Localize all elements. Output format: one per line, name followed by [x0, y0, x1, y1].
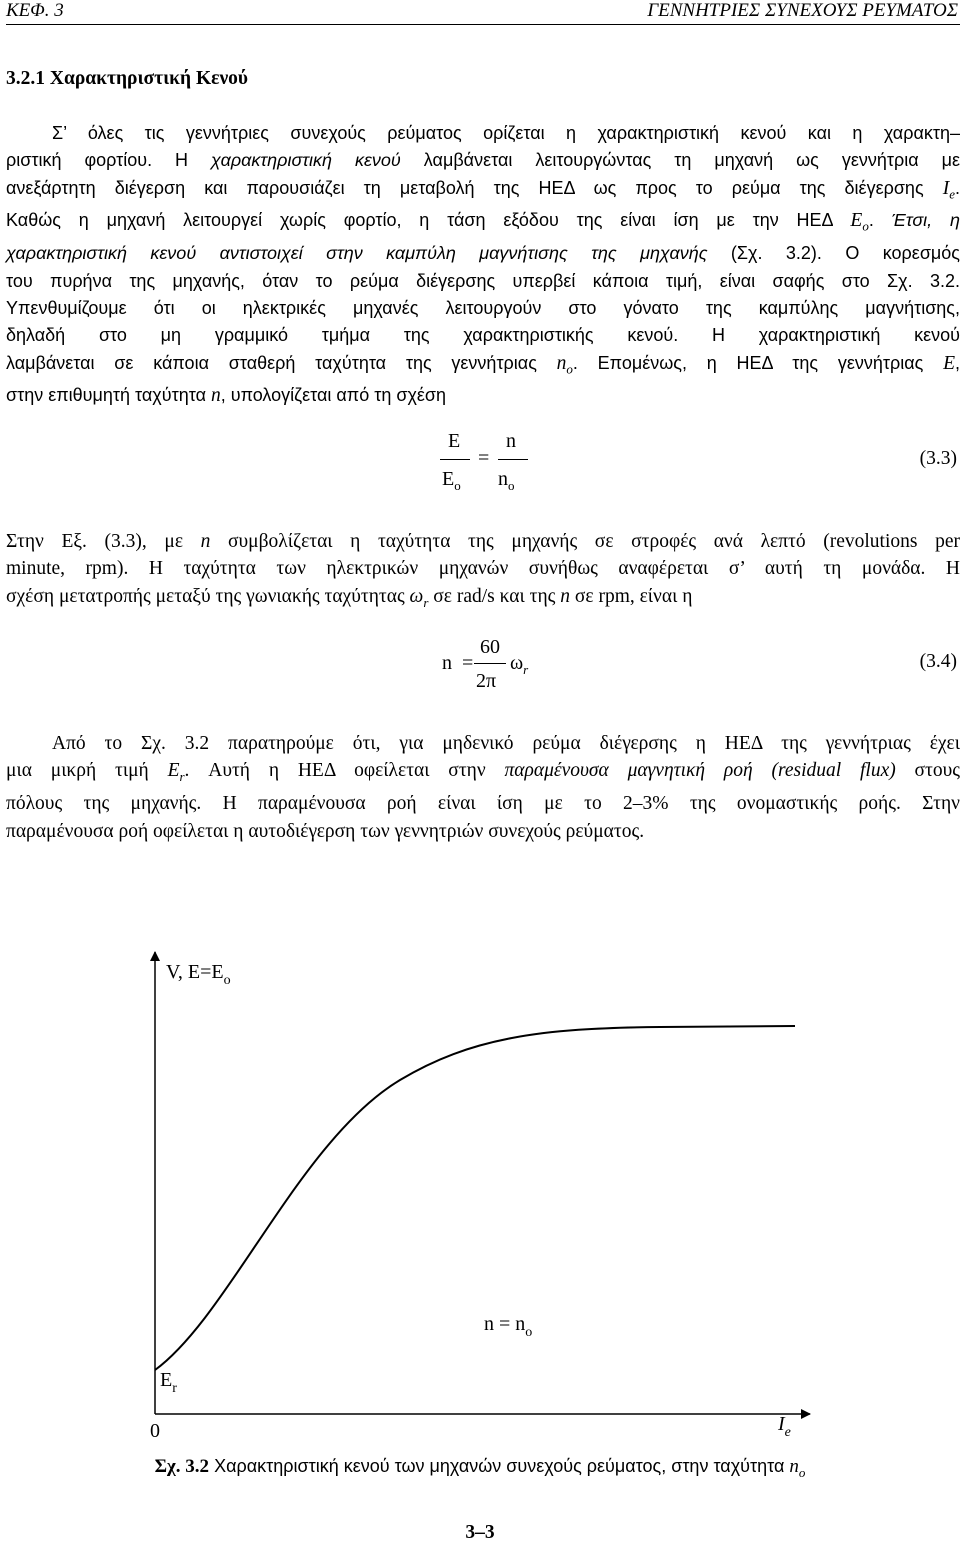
- text-line: Σ’ όλες τις γεννήτριες συνεχούς ρεύματος ορίζεται η χαρακτηριστική κενού και η χαρακτη–: [52, 123, 960, 143]
- eq34-omega: $\omega_r$: [510, 652, 529, 677]
- eq33-fraction-bar-left: [440, 459, 470, 460]
- text-line: στην επιθυμητή ταχύτητα n, υπολογίζεται από τη σχέση: [6, 385, 447, 407]
- eq34-lhs: n: [442, 652, 452, 674]
- running-header-chapter: ΚΕΦ. 3: [6, 0, 64, 21]
- eq33-numerator-left: E: [448, 430, 461, 452]
- y-axis-label: V, $E=E_o$: [166, 961, 231, 988]
- magnetization-curve: [155, 1026, 795, 1370]
- text-line: σχέση μετατροπής μεταξύ της γωνιακής ταχύτητας $\omega_r$ σε rad/s και της n σε rpm, είναι η: [6, 585, 693, 610]
- eq34-denominator: 2π: [476, 670, 497, 692]
- eq33-denominator-left: $E_o$: [442, 468, 461, 493]
- text-line: Υπενθυμίζουμε ότι οι ηλεκτρικές μηχανές λειτουργούν στο γόνατο της καμπύλης μαγνήτισης,: [6, 297, 960, 318]
- eq34-numerator: 60: [480, 636, 500, 658]
- paragraph-intro: [6, 120, 960, 410]
- text-line: χαρακτηριστική κενού αντιστοιχεί στην καμπύλη μαγνήτισης της μηχανής (Σχ. 3.2). Ο κορεσμός: [6, 243, 960, 264]
- text-line: δηλαδή στο μη γραμμικό τμήμα της χαρακτηριστικής κενού. Η χαρακτηριστική κενού: [6, 325, 960, 346]
- eq33-fraction-bar-right: [498, 459, 528, 460]
- speed-label: $n = n_o$: [484, 1313, 533, 1340]
- paragraph-speed: [6, 528, 960, 616]
- header-rule: [6, 24, 960, 25]
- residual-emf-label: $E_r$: [160, 1369, 177, 1396]
- eq33-number: (3.3): [919, 448, 957, 469]
- x-axis-label: $I_e$: [778, 1413, 791, 1440]
- eq33-numerator-right: n: [506, 430, 516, 452]
- eq34-equals: =: [462, 652, 474, 674]
- text-line: minute, rpm). Η ταχύτητα των ηλεκτρικών μηχανών συνήθως αναφέρεται σ’ αυτή τη μονάδα. Η: [6, 558, 960, 580]
- section-heading: 3.2.1 Χαρακτηριστική Κενού: [6, 68, 249, 89]
- text-line: ριστική φορτίου. Η χαρακτηριστική κενού λαμβάνεται λειτουργώντας τη μηχανή ως γεννήτρια με: [6, 150, 960, 171]
- running-header-title: ΓΕΝΝΗΤΡΙΕΣ ΣΥΝΕΧΟΥΣ ΡΕΥΜΑΤΟΣ: [647, 0, 958, 21]
- page-number: 3–3: [465, 1522, 495, 1543]
- text-line: Καθώς η μηχανή λειτουργεί χωρίς φορτίο, η τάση εξόδου της είναι ίση με την ΗΕΔ $E_o$. Έτσι, η: [6, 210, 960, 235]
- eq33-denominator-right: $n_o$: [498, 468, 515, 493]
- figure-no-load-characteristic: [0, 940, 960, 1450]
- text-line: του πυρήνα της μηχανής, όταν το ρεύμα διέγερσης υπερβεί κάποια τιμή, είναι σαφής στο Σχ. 3.2.: [6, 270, 960, 291]
- paragraph-residual-flux: [6, 730, 960, 845]
- text-line: λαμβάνεται σε κάποια σταθερή ταχύτητα της γεννήτριας $n_o$. Επομένως, η ΗΕΔ της γεννήτριας E,: [6, 352, 960, 377]
- text-line: πόλους της μηχανής. Η παραμένουσα ροή είναι ίση με το 2–3% της ονομαστικής ροής. Στην: [6, 793, 960, 815]
- eq33-equals: =: [478, 447, 490, 469]
- text-line: Από το Σχ. 3.2 παρατηρούμε ότι, για μηδενικό ρεύμα διέγερσης η ΗΕΔ της γεννήτριας έχει: [52, 733, 960, 754]
- eq34-number: (3.4): [919, 651, 957, 672]
- text-line: παραμένουσα ροή οφείλεται η αυτοδιέγερση των γεννητριών συνεχούς ρεύματος.: [6, 820, 645, 842]
- text-line: μια μικρή τιμή $E_r$. Αυτή η ΗΕΔ οφείλεται στην παραμένουσα μαγνητική ροή (residual flux) στους: [6, 760, 960, 785]
- origin-label: 0: [150, 1420, 160, 1442]
- eq34-fraction-bar: [474, 663, 506, 664]
- text-line: ανεξάρτητη διέγερση και παρουσιάζει τη μεταβολή της ΗΕΔ ως προς το ρεύμα της διέγερσης $I_e$.: [6, 177, 960, 202]
- figure-caption: Σχ. 3.2 Χαρακτηριστική κενού των μηχανών συνεχούς ρεύματος, στην ταχύτητα $n_o$: [154, 1456, 806, 1480]
- text-line: Στην Εξ. (3.3), με n συμβολίζεται η ταχύτητα της μηχανής σε στροφές ανά λεπτό (revolutions per: [6, 531, 960, 552]
